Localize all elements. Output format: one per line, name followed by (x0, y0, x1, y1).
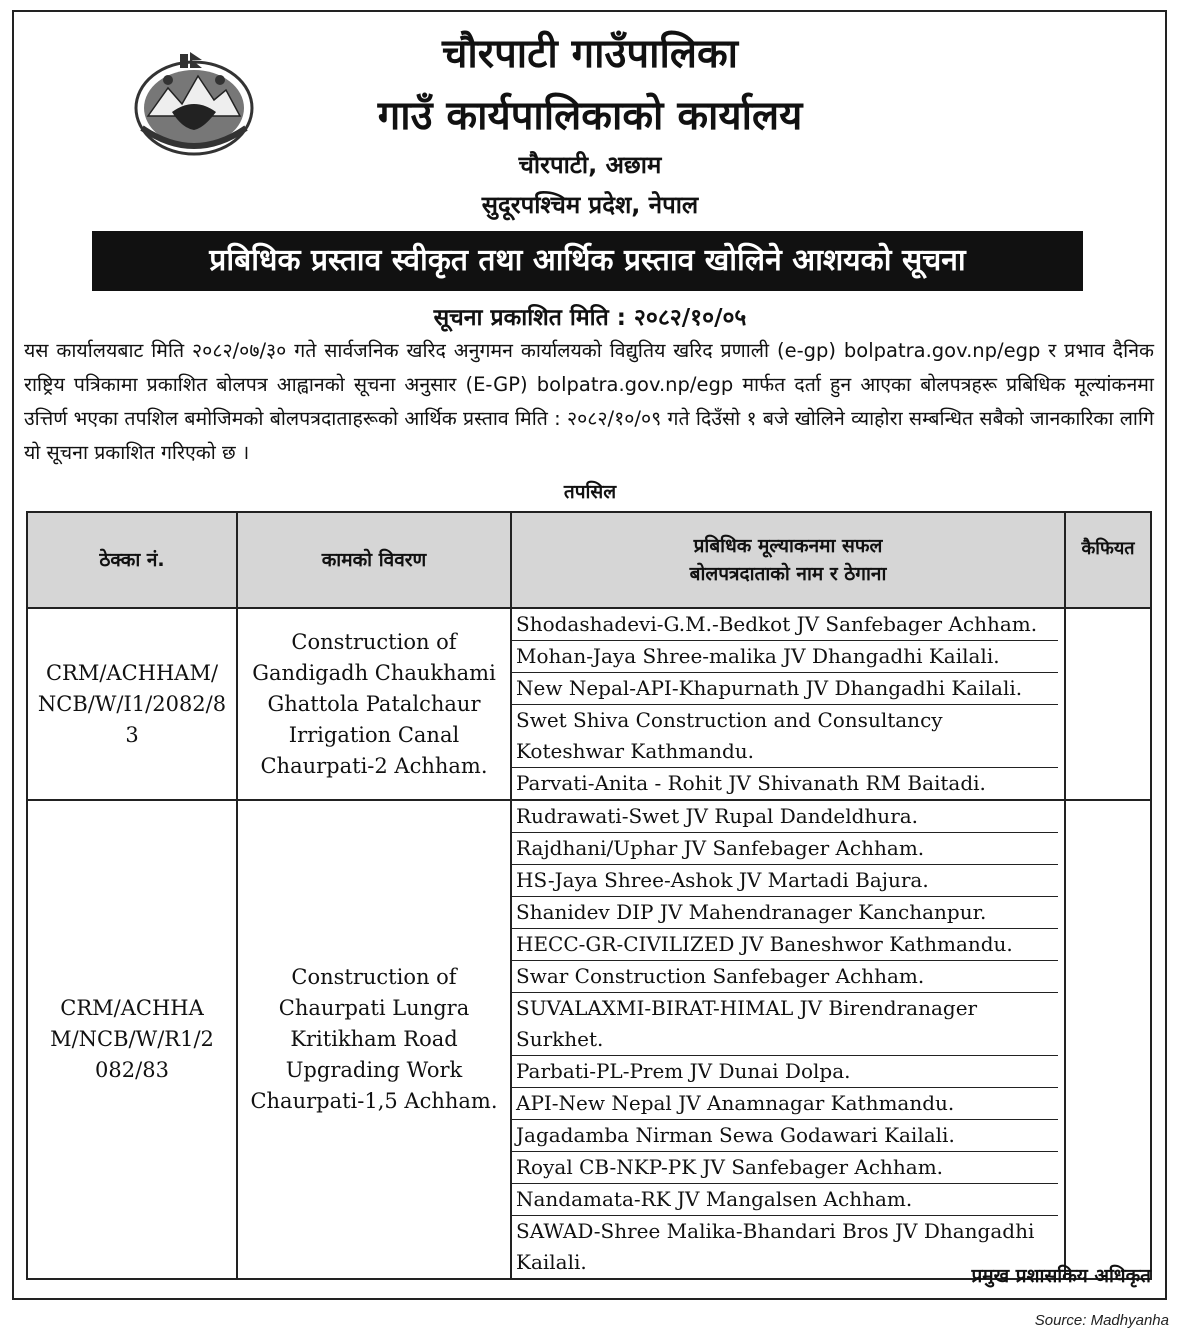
bidder-item: Rajdhani/Uphar JV Sanfebager Achham. (512, 833, 1058, 865)
work-description: Construction of Chaurpati Lungra Kritikham Road Upgrading Work Chaurpati-1,5 Achham. (250, 965, 498, 1113)
publish-date: सूचना प्रकाशित मिति : २०८२/१०/०५ (433, 305, 747, 331)
municipality-name: चौरपाटी गाउँपालिका (441, 31, 739, 77)
schedule-title: तपसिल (563, 481, 617, 503)
bidder-item: HS-Jaya Shree-Ashok JV Martadi Bajura. (512, 865, 1058, 897)
contract-number: CRM/ACHHAM/NCB/W/R1/2082/83 (50, 996, 214, 1082)
bidder-item: Swar Construction Sanfebager Achham. (512, 961, 1058, 993)
bidder-item: SAWAD-Shree Malika-Bhandari Bros JV Dhangadhi Kailali. (516, 1219, 1035, 1274)
notice-body-text: यस कार्यालयबाट मिति २०८२/०७/३० गते सार्वजनिक खरिद अनुगमन कार्यालयको विद्युतिय खरिद प्रणाली (e-gp) bolpatra.gov.np/egp र प्रभाव दैनिक राष्ट्रिय पत्रिकामा प्रकाशित बोलपत्र आह्वानको सूचना अनुसार (E-GP) bolpatra.gov.np/egp मार्फत दर्ता हुन आएका बोलपत्रहरू प्रबिधिक मूल्यांकनमा उत्तिर्ण भएका तपशिल बमोजिमको बोलपत्रदाताहरूको आर्थिक प्रस्ताव मिति : २०८२/१०/०९ गते दिउँसो १ बजे खोलिने व्याहोरा सम्बन्धित सबैको जानकारिका लागि यो सूचना प्रकाशित गरिएको छ । (24, 339, 1154, 464)
bidder-item: Rudrawati-Swet JV Rupal Dandeldhura. (512, 801, 1058, 833)
header-bidders-line1: प्रबिधिक मूल्याकनमा सफल (693, 535, 883, 557)
bidders-cell (511, 800, 1065, 1279)
bidders-table (26, 511, 1152, 1280)
header-description: कामको विवरण (237, 512, 511, 608)
bidder-item: New Nepal-API-Khapurnath JV Dhangadhi Kailali. (512, 673, 1058, 705)
bidder-item: Shodashadevi-G.M.-Bedkot JV Sanfebager Achham. (512, 609, 1058, 641)
bidder-item: Parvati-Anita - Rohit JV Shivanath RM Baitadi. (516, 771, 986, 795)
signatory-title: प्रमुख प्रशासकिय अधिकृत (971, 1265, 1151, 1287)
bidder-item: HECC-GR-CIVILIZED JV Baneshwor Kathmandu. (512, 929, 1058, 961)
bidder-item: Shanidev DIP JV Mahendranager Kanchanpur. (512, 897, 1058, 929)
work-description-cell (237, 608, 511, 800)
header-remarks: कैफियत (1065, 512, 1151, 608)
bidder-item: Swet Shiva Construction and Consultancy Koteshwar Kathmandu. (512, 705, 1058, 768)
bidder-item: Jagadamba Nirman Sewa Godawari Kailali. (512, 1120, 1058, 1152)
bidder-item: API-New Nepal JV Anamnagar Kathmandu. (512, 1088, 1058, 1120)
province-country: सुदूरपश्चिम प्रदेश, नेपाल (481, 191, 699, 219)
contract-number-cell (27, 608, 237, 800)
table-row (27, 608, 1151, 800)
header-bidders-line2: बोलपत्रदाताको नाम र ठेगाना (689, 563, 887, 585)
bidder-item: Mohan-Jaya Shree-malika JV Dhangadhi Kailali. (512, 641, 1058, 673)
source-credit: Source: Madhyanha (1034, 1312, 1169, 1329)
header-contract-no: ठेक्का नं. (27, 512, 237, 608)
remarks-cell (1065, 608, 1151, 800)
bidder-item: Parbati-PL-Prem JV Dunai Dolpa. (512, 1056, 1058, 1088)
office-address: चौरपाटी, अछाम (518, 151, 662, 179)
bidder-item: Royal CB-NKP-PK JV Sanfebager Achham. (512, 1152, 1058, 1184)
header-bidders (511, 512, 1065, 608)
notice-title-banner: प्रबिधिक प्रस्ताव स्वीकृत तथा आर्थिक प्रस्ताव खोलिने आशयको सूचना (92, 231, 1083, 291)
bidder-item: SUVALAXMI-BIRAT-HIMAL JV Birendranager Surkhet. (512, 993, 1058, 1056)
contract-number-cell (27, 800, 237, 1279)
table-header-row (27, 512, 1151, 608)
bidders-cell (511, 608, 1065, 800)
bidders-list (512, 609, 1064, 799)
bidders-list (512, 801, 1064, 1278)
work-description: Construction of Gandigadh Chaukhami Ghattola Patalchaur Irrigation Canal Chaurpati-2 Achham. (252, 629, 496, 778)
remarks-cell (1065, 800, 1151, 1279)
work-description-cell (237, 800, 511, 1279)
office-name: गाउँ कार्यपालिकाको कार्यालय (377, 93, 803, 139)
bidder-item: Nandamata-RK JV Mangalsen Achham. (512, 1184, 1058, 1216)
contract-number: CRM/ACHHAM/NCB/W/I1/2082/83 (37, 660, 227, 747)
table-row (27, 800, 1151, 1279)
